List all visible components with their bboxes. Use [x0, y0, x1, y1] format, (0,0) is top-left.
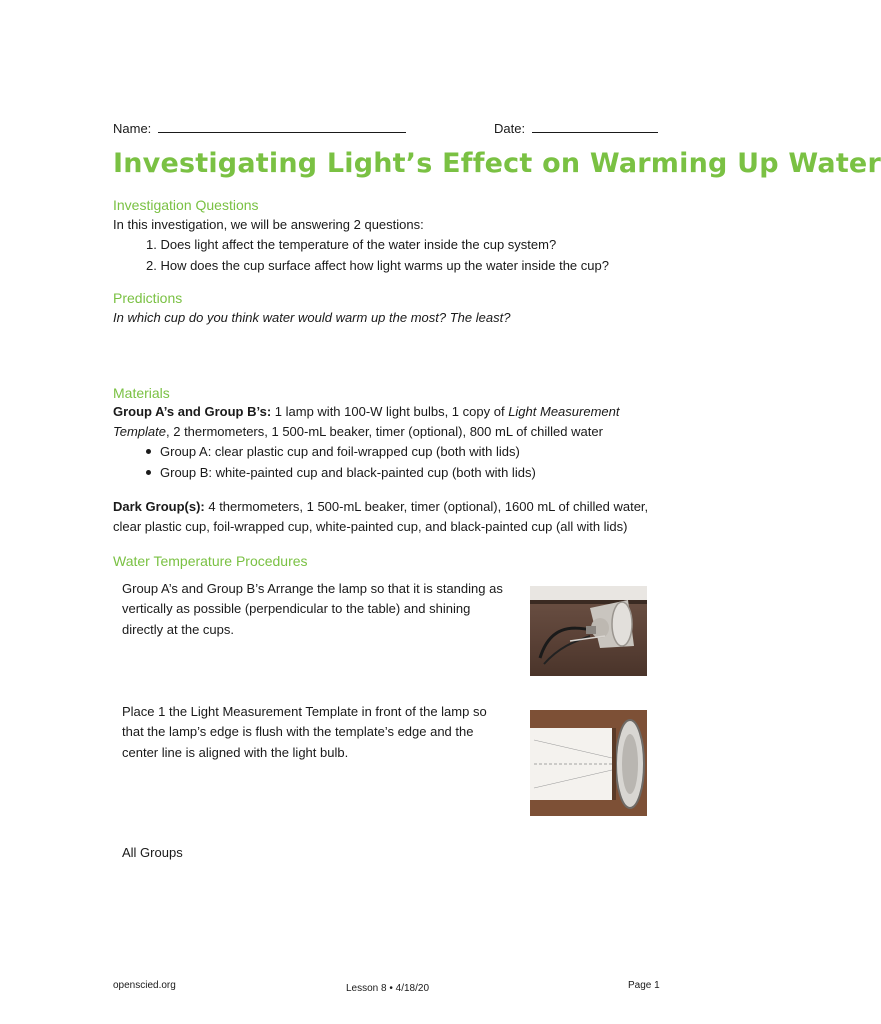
bullet-icon — [146, 470, 151, 475]
section-heading-investigation: Investigation Questions — [113, 197, 259, 213]
group-ab-text-2: , 2 thermometers, 1 500-mL beaker, timer (optional), 800 mL of chilled water — [166, 424, 603, 439]
group-ab-italic-1: Light Measurement — [508, 404, 620, 419]
date-label: Date: — [494, 121, 526, 136]
materials-group-ab-line1 — [113, 402, 619, 422]
question-item-1: 1. Does light affect the temperature of the water inside the cup system? — [146, 237, 557, 252]
bullet-icon — [146, 449, 151, 454]
footer-site: openscied.org — [113, 980, 176, 991]
procedure-step-1-line: Group A’s and Group B’s Arrange the lamp so that it is standing as — [122, 581, 503, 596]
date-field[interactable] — [494, 118, 658, 139]
investigation-intro: In this investigation, we will be answering 2 questions: — [113, 217, 424, 232]
name-field[interactable] — [113, 118, 406, 139]
procedure-step-2-line: that the lamp’s edge is flush with the template’s edge and the — [122, 724, 474, 739]
section-heading-procedures: Water Temperature Procedures — [113, 553, 308, 569]
procedure-step-1-line: vertically as possible (perpendicular to the table) and shining — [122, 601, 471, 616]
predictions-prompt: In which cup do you think water would warm up the most? The least? — [113, 310, 511, 325]
lamp-illustration — [530, 586, 647, 676]
question-item-2: 2. How does the cup surface affect how light warms up the water inside the cup? — [146, 258, 609, 273]
procedure-step-3: All Groups — [122, 845, 183, 860]
template-photo — [530, 710, 647, 816]
date-line[interactable] — [532, 118, 658, 133]
bullet-text: Group B: white-painted cup and black-painted cup (both with lids) — [160, 465, 536, 480]
name-line[interactable] — [158, 118, 406, 133]
footer-page-number: Page 1 — [628, 980, 660, 991]
materials-dark-line1 — [113, 497, 648, 517]
group-ab-text-1: 1 lamp with 100-W light bulbs, 1 copy of — [271, 404, 509, 419]
materials-bullet-item — [146, 463, 536, 483]
bullet-text: Group A: clear plastic cup and foil-wrapped cup (both with lids) — [160, 444, 520, 459]
group-ab-italic-2: Template — [113, 424, 166, 439]
dark-group-text-1: 4 thermometers, 1 500-mL beaker, timer (optional), 1600 mL of chilled water, — [204, 499, 649, 514]
materials-dark-line2: clear plastic cup, foil-wrapped cup, white-painted cup, and black-painted cup (all with lids) — [113, 519, 628, 534]
procedure-step-1-line: directly at the cups. — [122, 622, 234, 637]
materials-bullet-item — [146, 442, 520, 462]
group-ab-label: Group A’s and Group B’s: — [113, 404, 272, 419]
page-title: Investigating Light’s Effect on Warming Up Water — [113, 148, 881, 179]
procedure-step-2-line: Place 1 the Light Measurement Template in front of the lamp so — [122, 704, 487, 719]
materials-group-ab-line2 — [113, 422, 603, 442]
section-heading-predictions: Predictions — [113, 290, 183, 306]
name-label: Name: — [113, 121, 152, 136]
section-heading-materials: Materials — [113, 385, 170, 401]
template-illustration — [530, 710, 647, 816]
procedure-step-2-line: center line is aligned with the light bulb. — [122, 745, 349, 760]
dark-group-label: Dark Group(s): — [113, 499, 205, 514]
lamp-photo — [530, 586, 647, 676]
footer-lesson: Lesson 8 • 4/18/20 — [346, 983, 430, 994]
